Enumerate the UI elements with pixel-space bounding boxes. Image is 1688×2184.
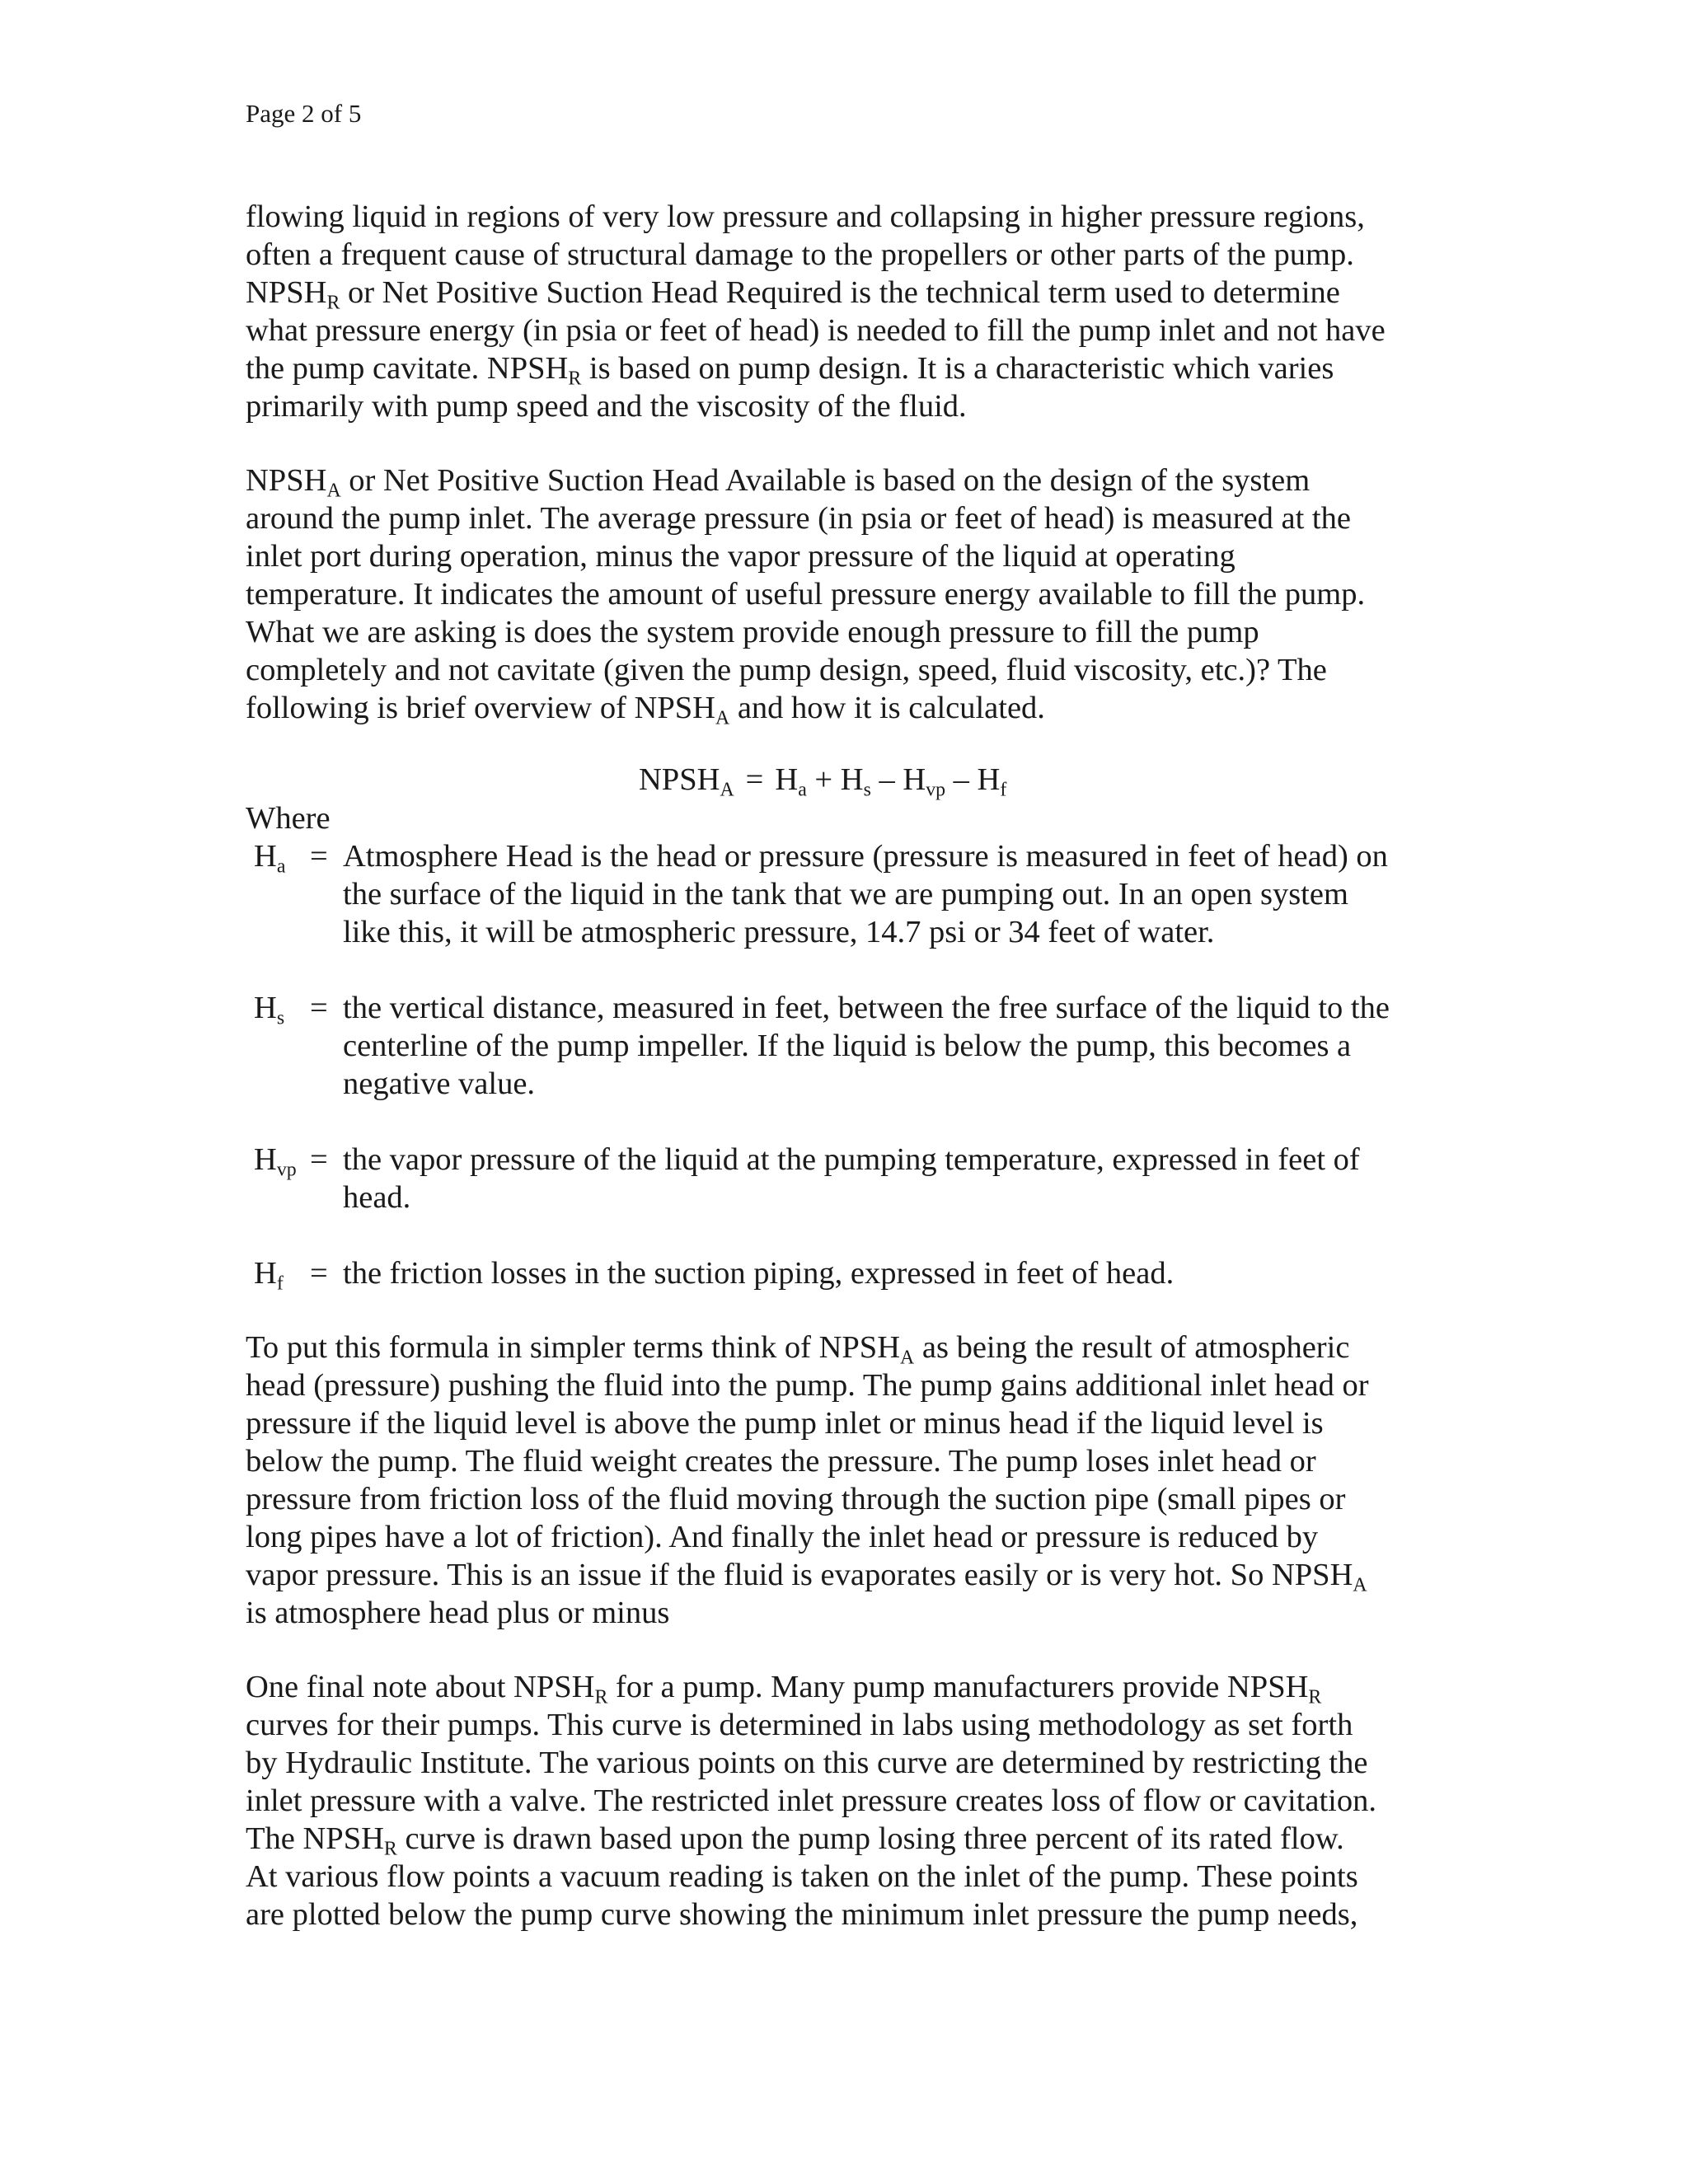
text-line: vapor pressure. This is an issue if the fluid is evaporates easily or is very hot. So $NPSH_A$ (246, 1558, 1367, 1596)
text-line: head (pressure) pushing the fluid into the pump. The pump gains additional inlet head or (246, 1368, 1369, 1403)
text-line: often a frequent cause of structural damage to the propellers or other parts of the pump. (246, 237, 1354, 272)
definition-ha (254, 837, 1449, 951)
definition-text: Atmosphere Head is the head or pressure (pressure is measured in feet of head) on the surface of the liquid in the tank that we are pumping out. In an open system like this, it will be atmospheric pressure, 14.7 psi or 34 feet of water. (343, 839, 1388, 949)
where-label: Where (246, 801, 331, 836)
text-line: $NPSH_R$ or Net Positive Suction Head Required is the technical term used to determine (246, 275, 1340, 314)
paragraph-formula-simplified (246, 1329, 1449, 1632)
definition-text: the friction losses in the suction piping, expressed in feet of head. (343, 1256, 1175, 1291)
text-line: To put this formula in simpler terms think of $NPSH_A$ as being the result of atmospheric (246, 1330, 1350, 1369)
text-line: long pipes have a lot of friction). And finally the inlet head or pressure is reduced by (246, 1520, 1319, 1554)
text-line: are plotted below the pump curve showing the minimum inlet pressure the pump needs, (246, 1897, 1358, 1932)
definition-symbol: $H_s$ (254, 991, 285, 1029)
paragraph-npshr-curves (246, 1668, 1449, 1933)
text-line: around the pump inlet. The average pressure (in psia or feet of head) is measured at the (246, 501, 1351, 536)
definition-symbol: $H_f$ (254, 1256, 284, 1295)
paragraph-cavitation-npshr (246, 198, 1449, 425)
definition-equals: = (310, 1142, 328, 1177)
text-line: by Hydraulic Institute. The various points on this curve are determined by restricting the (246, 1746, 1368, 1780)
text-line: One final note about $NPSH_R$ for a pump. Many pump manufacturers provide $NPSH_R$ (246, 1670, 1322, 1708)
text-line: following is brief overview of $NPSH_A$ and how it is calculated. (246, 691, 1045, 729)
text-line: pressure from friction loss of the fluid moving through the suction pipe (small pipes or (246, 1482, 1346, 1516)
text-line: completely and not cavitate (given the pump design, speed, fluid viscosity, etc.)? The (246, 653, 1327, 687)
definition-hvp (254, 1141, 1449, 1216)
definition-equals: = (310, 991, 328, 1025)
definition-symbol: $H_{vp}$ (254, 1142, 297, 1181)
text-line: temperature. It indicates the amount of useful pressure energy available to fill the pump. (246, 577, 1366, 612)
text-line: is atmosphere head plus or minus (246, 1596, 670, 1630)
text-line: At various flow points a vacuum reading is taken on the inlet of the pump. These points (246, 1859, 1358, 1894)
definition-symbol: $H_a$ (254, 839, 286, 878)
definition-hs (254, 989, 1449, 1103)
text-line: What we are asking is does the system provide enough pressure to fill the pump (246, 615, 1259, 649)
text-line: flowing liquid in regions of very low pressure and collapsing in higher pressure regions, (246, 199, 1365, 234)
npsha-formula: $NPSH_A = H_a + H_s - H_{vp} - H_f$ (639, 762, 1007, 801)
page-number-header: Page 2 of 5 (246, 99, 362, 128)
text-line: the pump cavitate. $NPSH_R$ is based on pump design. It is a characteristic which varies (246, 351, 1334, 390)
paragraph-npsha-definition (246, 462, 1449, 727)
text-line: primarily with pump speed and the viscosity of the fluid. (246, 389, 967, 424)
text-line: curves for their pumps. This curve is determined in labs using methodology as set forth (246, 1708, 1353, 1742)
text-line: inlet pressure with a valve. The restricted inlet pressure creates loss of flow or cavitation. (246, 1783, 1376, 1818)
text-line: what pressure energy (in psia or feet of head) is needed to fill the pump inlet and not have (246, 313, 1386, 348)
definition-hf (254, 1254, 1449, 1295)
text-line: pressure if the liquid level is above the pump inlet or minus head if the liquid level is (246, 1406, 1324, 1441)
definition-text: the vapor pressure of the liquid at the pumping temperature, expressed in feet of head. (343, 1142, 1360, 1215)
definition-text: the vertical distance, measured in feet, between the free surface of the liquid to the centerline of the pump impeller. If the liquid is below the pump, this becomes a negative value. (343, 991, 1390, 1101)
definition-equals: = (310, 1256, 328, 1291)
definition-equals: = (310, 839, 328, 874)
text-line: $NPSH_A$ or Net Positive Suction Head Available is based on the design of the system (246, 463, 1311, 502)
text-line: The $NPSH_R$ curve is drawn based upon the pump losing three percent of its rated flow. (246, 1821, 1344, 1860)
text-line: below the pump. The fluid weight creates the pressure. The pump loses inlet head or (246, 1444, 1316, 1479)
text-line: inlet port during operation, minus the vapor pressure of the liquid at operating (246, 539, 1236, 574)
